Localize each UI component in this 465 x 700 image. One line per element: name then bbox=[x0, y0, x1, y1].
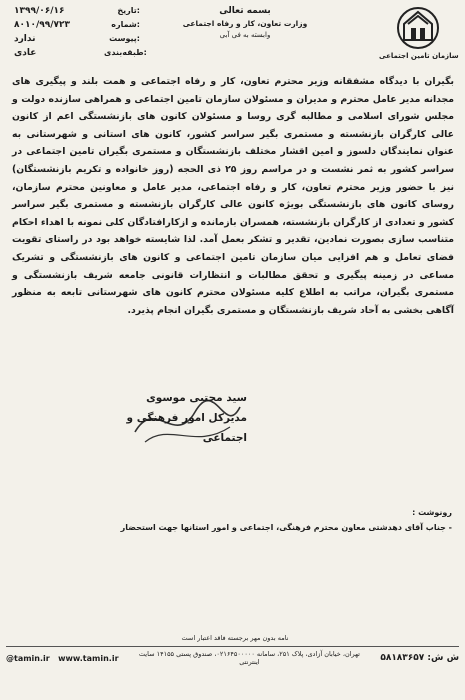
footer-website: www.tamin.ir bbox=[58, 653, 119, 663]
ministry-name: وزارت تعاون، کار و رفاه اجتماعی bbox=[182, 19, 308, 28]
validity-note: نامه بدون مهر برجسته فاقد اعتبار است bbox=[181, 634, 289, 642]
meta-number-row bbox=[10, 20, 140, 34]
meta-classification-value: عادی bbox=[14, 48, 37, 58]
meta-attachment-label: پیوست: bbox=[109, 34, 140, 43]
meta-number-value: ۸۰۱۰/۹۹/۷۲۳ bbox=[14, 20, 71, 30]
footer-address: تهران، خیابان آزادی، پلاک ۲۵۱، سامانه ۰۲۱۶۴۵۰۰۰۰۰، صندوق پستی ۱۴۱۵۵ سایت اینترنتی bbox=[138, 650, 360, 666]
org-logo-block bbox=[379, 6, 457, 60]
meta-number-label: شماره: bbox=[111, 20, 140, 29]
footer-divider bbox=[6, 646, 459, 647]
meta-date-value: ۱۳۹۹/۰۶/۱۶ bbox=[14, 6, 65, 16]
meta-classification-label: طبقه‌بندی: bbox=[104, 48, 147, 57]
signature-block bbox=[112, 388, 247, 448]
footer-code: ش ش: ۵۸۱۸۳۶۵۷ bbox=[380, 653, 459, 663]
signatory-title-line1: مدیرکل امور فرهنگی و bbox=[126, 412, 247, 424]
invocation-text: بسمه تعالی bbox=[219, 6, 271, 16]
affiliation-text: وابسته به فی آبی bbox=[219, 31, 271, 39]
meta-date-row bbox=[10, 6, 140, 20]
letter-meta bbox=[10, 6, 147, 62]
meta-classification-row bbox=[10, 48, 147, 62]
signatory-name: سید مجتبی موسوی bbox=[146, 392, 247, 404]
signatory-title-line2: اجتماعی bbox=[202, 432, 247, 444]
org-name: سازمان تامین اجتماعی bbox=[379, 52, 459, 60]
social-security-logo-icon bbox=[396, 6, 440, 50]
meta-attachment-value: ندارد bbox=[14, 34, 36, 44]
copy-recipients bbox=[22, 508, 452, 532]
letter-header bbox=[180, 6, 310, 39]
copy-label: رونوشت : bbox=[412, 508, 452, 517]
meta-attachment-row bbox=[10, 34, 140, 48]
footer-contact bbox=[6, 654, 119, 663]
copy-recipient-item: - جناب آقای دهدشتی معاون محترم فرهنگی، اجتماعی و امور استانها جهت استحضار bbox=[120, 523, 452, 532]
footer-email: @tamin.ir bbox=[6, 653, 50, 663]
meta-date-label: تاریخ: bbox=[117, 6, 140, 15]
letter-footer bbox=[6, 650, 459, 666]
letter-body: بگیران با دیدگاه مشفقانه وزیر محترم تعاون، کار و رفاه اجتماعی و همت بلند و پیگیری های مجدانه مدیر عامل محترم و مدیران و مسئولان سازمان تامین اجتماعی و همراهی سازنده دولت و مجلس شورای اسلامی و مطالبه گری روسا و مسئولان کانون های بازنشستگی اعم از کانون عالی کارگران بازنشسته و مستمری بگیر سراسر کشور، کانون های استانی و شهرستانی به عنوان نمایندگان دلسوز و امین اقشار مختلف بازنشستگان و مستمری بگیران تامین اجتماعی در سراسر کشور به ثمر نشست و در مراسم روز ۲۵ ذی الحجه (روز خانواده و تکریم بازنشستگان) نیز با حضور وزیر محترم تعاون، کار و رفاه اجتماعی، مدیر عامل و معاونین محترم سازمان، روسای کانون های بازنشستگی بویژه کانون عالی کارگران بازنشسته و مستمری بگیر سراسر کشور و تعدادی از کارگران بازنشسته، همسران بازمانده و ازکارافتادگان کلی نمونه با اهداء احکام متناسب سازی بصورت نمادین، تقدیر و تشکر بعمل آمد. لذا شایسته خواهد بود در راستای تقویت فضای تعامل و هم افزایی میان سازمان تامین اجتماعی و کانون های بازنشستگی و تشریک مساعی در زمینه پیگیری و تحقق مطالبات و انتظارات قانونی جامعه شریف بازنشستگی و مستمری بگیران، مراتب به اطلاع کلیه مسئولان محترم کانون های شهرستانی تابعه به منظور آگاهی بخشی به آحاد شریف بازنشستگان و مستمری بگیران انجام پذیرد. bbox=[12, 76, 455, 316]
